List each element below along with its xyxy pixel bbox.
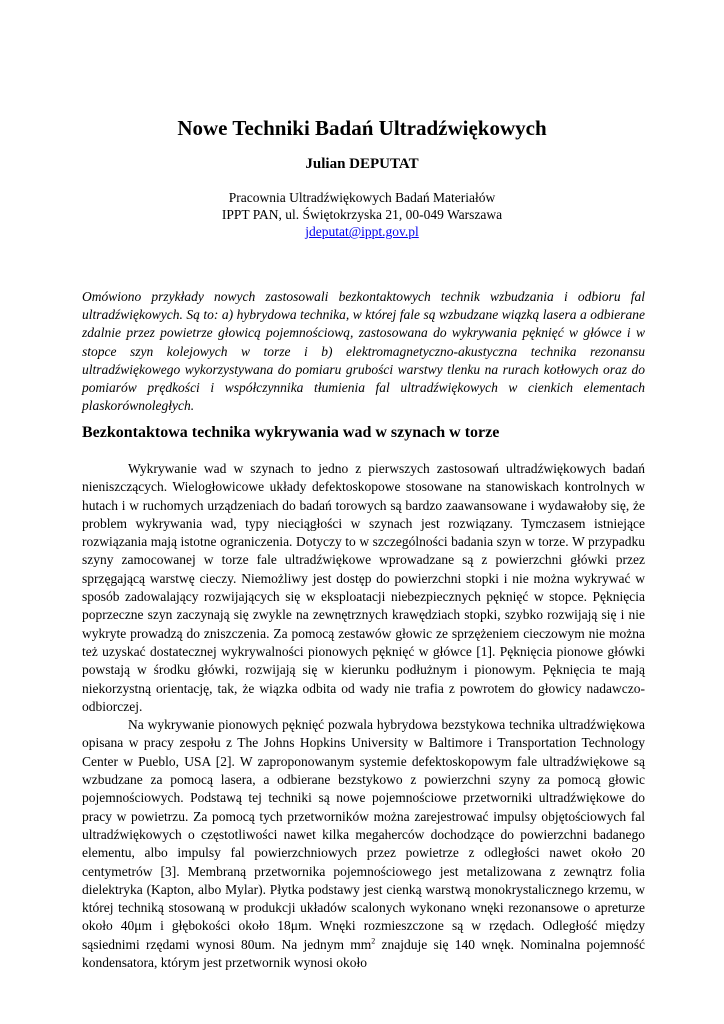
paper-title: Nowe Techniki Badań Ultradźwiękowych (177, 116, 547, 140)
affiliation-line-1: Pracownia Ultradźwiękowych Badań Materiałów (228, 190, 496, 205)
abstract: Omówiono przykłady nowych zastosowali bezkontaktowych technik wzbudzania i odbioru fal ultradźwiękowych. Są to: a) hybrydowa technika, w której fale są wzbudzane wiązką lasera a odbierane zdalnie przez powietrze głowicą pojemnościową, zastosowana do wykrywania pęknięć w główce i w stopce szyn kolejowych w torze i b) elektromagnetyczno-akustyczna technika rezonansu ultradźwiękowego wykorzystywana do pomiaru grubości warstwy tlenku na rurach kotłowych oraz do pomiarów prędkości i współczynnika tłumienia fal ultradźwiękowych w cienkich elementach plaskorównoległych. (82, 289, 645, 414)
paragraph-2-text-cont: znajduje się 140 wnęk. Nominalna pojemność kondensatora, którym jest przetwornik wynosi około (82, 936, 645, 971)
email-link[interactable]: jdeputat@ippt.gov.pl (305, 224, 419, 239)
paragraph-2-text: Na wykrywanie pionowych pęknięć pozwala hybrydowa bezstykowa technika ultradźwiękowa opisana w pracy zespołu z The Johns Hopkins University w Baltimore i Transportation Technology Center w Pueblo, USA [2]. W zaproponowanym systemie defektoskopowym fale ultradźwiękowe są wzbudzane za pomocą lasera, a odbierane bezstykowo z powierzchni szyny za pomocą głowic pojemnościowych. Podstawą tej techniki są nowe pojemnościowe przetworniki ultradźwiękowe do pracy w powietrzu. Za pomocą tych przetworników można zarejestrować impulsy objętościowych fal ultradźwiękowych o częstotliwości nawet kilka megaherców dochodzące do powierzchni badanego elementu, albo impulsy fal powierzchniowych przez powietrze z odległości nawet około 20 centymetrów [3]. Membraną przetwornika pojemnościowego jest metalizowana z zewnątrz folia dielektryka (Kapton, albo Mylar). Płytka podstawy jest cienką warstwą monokrystalicznego krzemu, w której techniką stosowaną w produkcji układów scalonych wykonano wnęki rezonansowe o apreturze około 40μm i głębokości około 18μm. Wnęki rozmieszczone są w rzędach. Odległość między sąsiednimi rzędami wynosi 80um. Na jednym mm (82, 717, 645, 952)
body-text (82, 460, 645, 972)
superscript: 2 (371, 936, 376, 946)
paragraph-2 (82, 716, 645, 972)
author-email (0, 223, 724, 241)
affiliation-line-2: IPPT PAN, ul. Świętokrzyska 21, 00-049 Warszawa (221, 207, 503, 222)
section-heading: Bezkontaktowa technika wykrywania wad w szynach w torze (82, 424, 500, 441)
paragraph-1: Wykrywanie wad w szynach to jedno z pierwszych zastosowań ultradźwiękowych badań nieniszczących. Wielogłowicowe układy defektoskopowe stosowane na stanowiskach kontrolnych w hutach i w ruchomych urządzeniach do badań torowych są bardzo zaawansowane i wydawałoby się, że problem wykrywania wad, typy nieciągłości w szynach jest rozwiązany. Tymczasem istniejące rozwiązania mają istotne ograniczenia. Dotyczy to w szczególności badania szyn w torze. W przypadku szyny zamocowanej w torze fale ultradźwiękowe wprowadzane są z powierzchni główki przez sprzęgającą warstwę cieczy. Niemożliwy jest dostęp do powierzchni stopki i nie można wykrywać w sposób zadowalający rozwijających się w eksploatacji niebezpiecznych pęknięć w stopce. Pęknięcia poprzeczne szyn zaczynają się zwykle na zewnętrznych krawędziach stopki, szybko rozwijają się i nie wykryte prowadzą do zniszczenia. Za pomocą zestawów głowic ze sprzężeniem cieczowym nie można też uzyskać dostatecznej wykrywalności pionowych pęknięć w główce [1]. Pęknięcia pionowe główki powstają w środku główki, rozwijają się w kierunku podłużnym i pionowym. Pęknięcia te mają niekorzystną orientację, tak, że wiązka odbita od wady nie trafia z powrotem do głowicy nadawczo-odbiorczej. (82, 461, 645, 714)
author-name: Julian DEPUTAT (305, 156, 419, 172)
